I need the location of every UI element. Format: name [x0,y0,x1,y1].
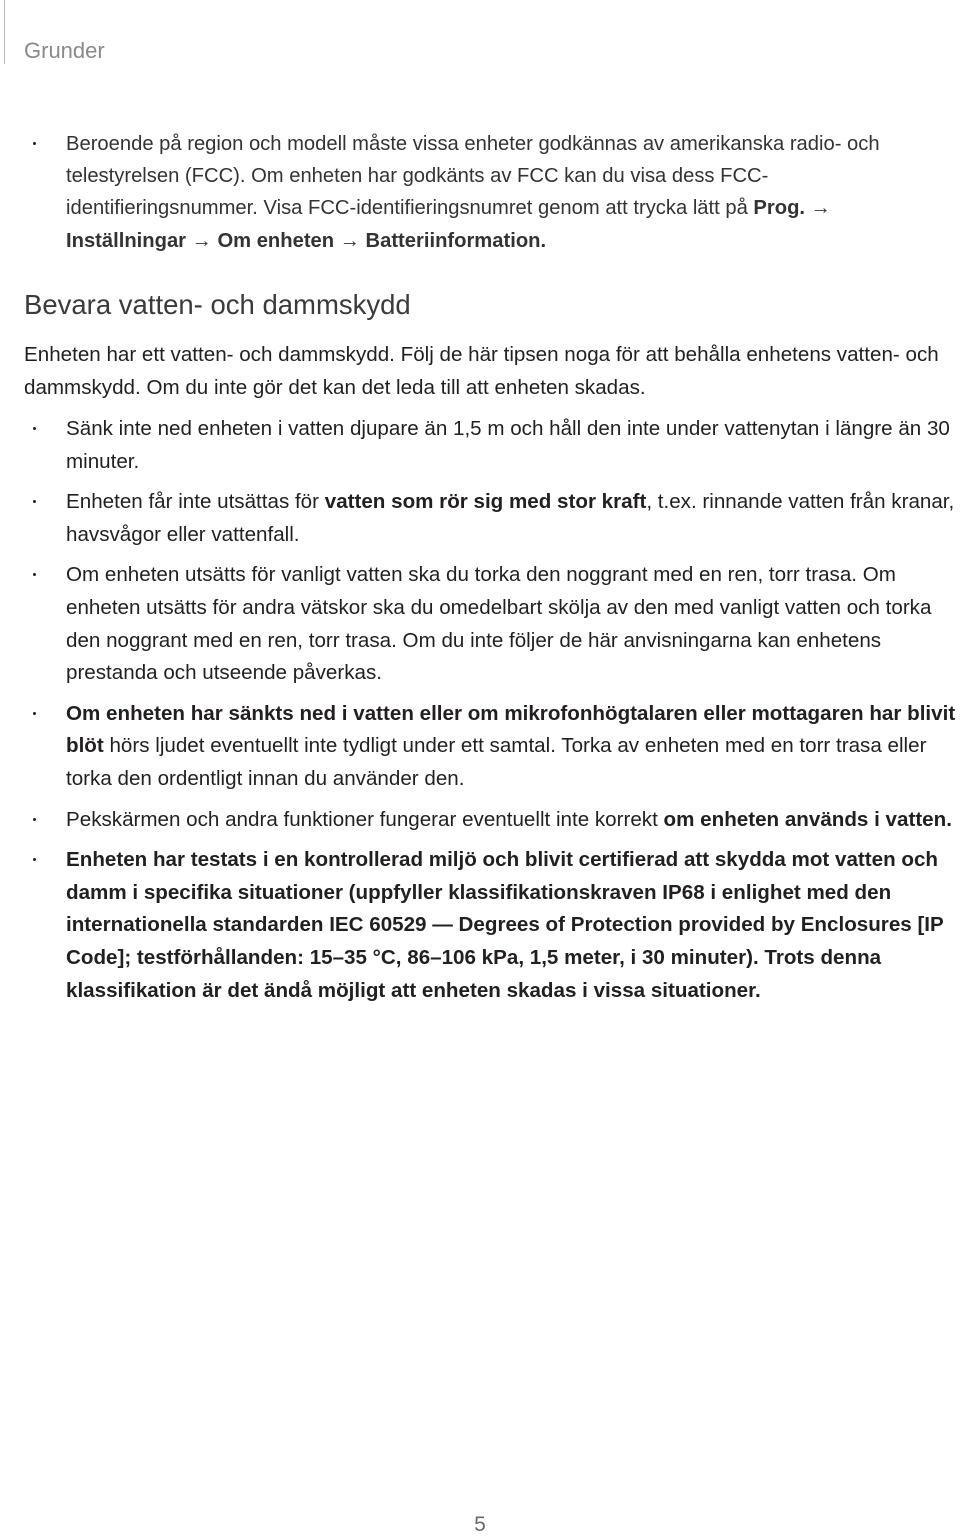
tip-ip68 [0,844,958,1007]
section-title: Bevara vatten- och dammskydd [24,289,411,320]
tip-sound-bold: Om enheten har sänkts ned i vatten eller om mikrofonhögtalaren eller mottagaren har blivit blöt [66,701,956,758]
tip-depth [0,413,958,478]
bullet-icon [33,500,36,503]
tip-force [0,486,958,551]
tip-touch-bold: om enheten används i vatten. [663,807,952,831]
bullet-icon [33,858,36,861]
tip-touch [0,804,958,837]
menu-path-prog: Prog. [753,197,806,220]
arrow-right-icon: → [339,229,360,252]
fcc-notice-text: Beroende på region och modell måste vissa enheter godkännas av amerikanska radio- och telestyrelsen (FCC). Om enheten har godkänts av FCC kan du visa dess FCC-identifieringsnummer. Visa FCC-identifieringsnumret genom att trycka lätt på [66,133,880,220]
section-intro: Enheten har ett vatten- och dammskydd. Följ de här tipsen noga för att behålla enhetens vatten- och dammskydd. Om du inte gör det kan det leda till att enheten skadas. [24,343,939,399]
menu-path-end: . [540,229,547,252]
tip-force-text-end: , t.ex. rinnande vatten från kranar, havsvågor eller vattenfall. [66,490,955,546]
running-header: Grunder [24,38,105,63]
bullet-icon [33,427,36,430]
header-corner-rule [4,0,5,64]
tip-sound [0,698,958,796]
bullet-icon [33,712,36,715]
tip-force-bold: vatten som rör sig med stor kraft [324,490,647,514]
bullet-icon [33,818,36,821]
tip-touch-text: Pekskärmen och andra funktioner fungerar eventuellt inte korrekt [66,807,664,831]
menu-path-battery: Batteriinformation [365,229,541,252]
arrow-right-icon: → [191,229,212,252]
tip-depth-text: Sänk inte ned enheten i vatten djupare än 1,5 m och håll den inte under vattenytan i längre än 30 minuter. [66,417,950,473]
bullet-icon [33,142,36,145]
tip-dry [0,559,958,689]
fcc-notice-item [0,128,945,257]
page-number: 5 [474,1513,486,1536]
menu-path-settings: Inställningar [66,229,187,252]
bullet-icon [33,573,36,576]
water-protection-tips [0,413,958,1015]
tip-force-text: Enheten får inte utsättas för [66,490,325,514]
tip-dry-text: Om enheten utsätts för vanligt vatten ska du torka den noggrant med en ren, torr trasa. Om enheten utsätts för andra vätskor ska du omedelbart skölja av den med vanligt vatten och torka den noggrant med en ren, torr trasa. Om du inte följer de här anvisningarna kan enhetens prestanda och utseende påverkas. [66,563,932,685]
tip-sound-text: hörs ljudet eventuellt inte tydligt under ett samtal. Torka av enheten med en torr trasa eller torka den ordentligt innan du använder den. [66,734,927,790]
menu-path-about: Om enheten [217,229,335,252]
fcc-notice-list [0,128,945,257]
tip-ip68-text: Enheten har testats i en kontrollerad miljö och blivit certifierad att skydda mot vatten och damm i specifika situationer (uppfyller klassifikationskraven IP68 i enlighet med den internationella standarden IEC 60529 — Degrees of Protection provided by Enclosures [IP Code]; testförhållanden: 15–35 °C, 86–106 kPa, 1,5 meter, i 30 minuter). Trots denna klassifikation är det ändå möjligt att enheten skadas i vissa situationer. [66,848,944,1002]
arrow-right-icon: → [810,197,831,220]
